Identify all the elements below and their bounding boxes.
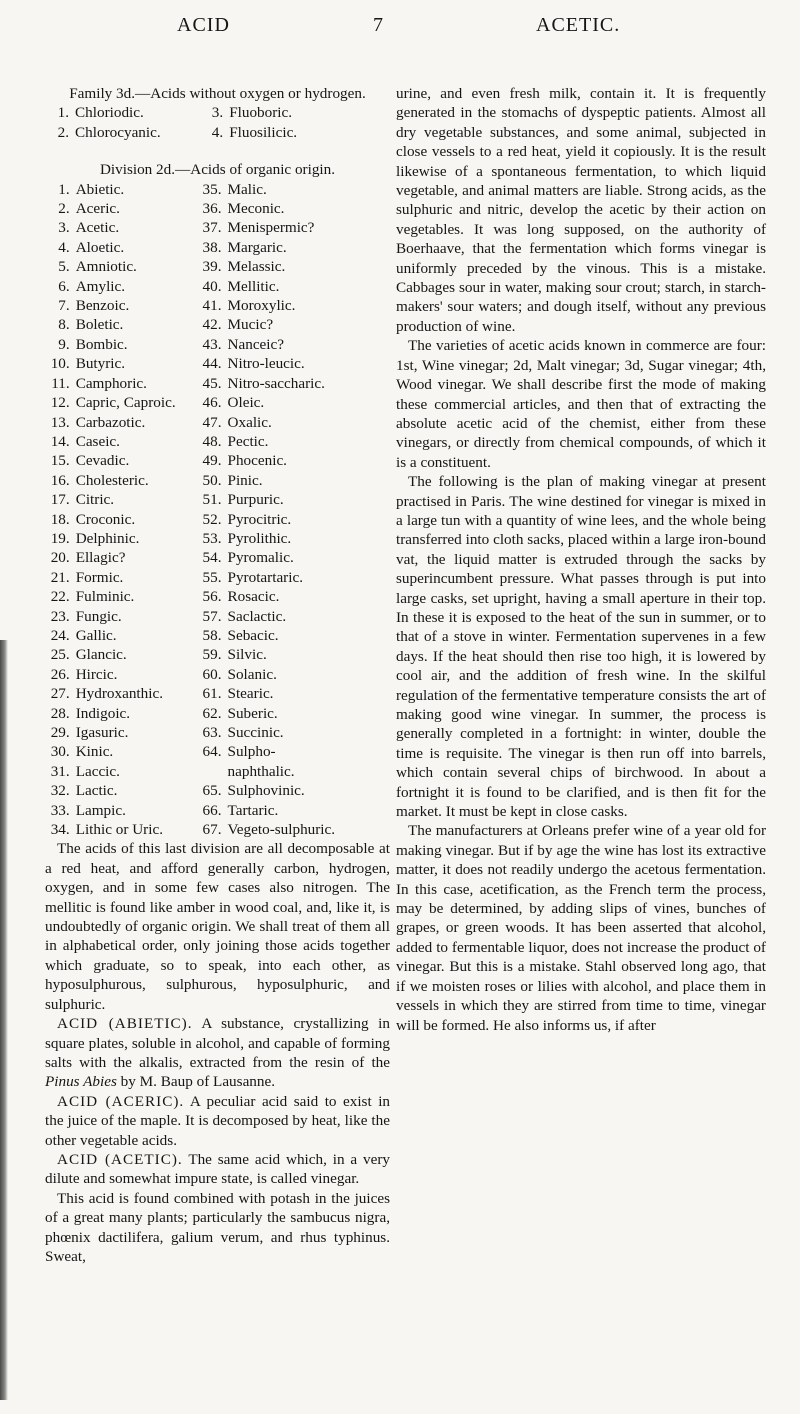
acid-list-row xyxy=(45,103,390,122)
acid-list-row xyxy=(45,723,390,742)
abietic-heading: ACID (ABIETIC). xyxy=(57,1015,193,1033)
acid-list-row xyxy=(45,393,390,412)
acid-name: Aloetic. xyxy=(75,238,125,256)
right-column xyxy=(396,84,766,1035)
acid-name: Nitro-leucic. xyxy=(227,355,305,373)
acid-name: Melassic. xyxy=(227,258,286,276)
acid-name: Purpuric. xyxy=(227,491,284,509)
acid-name: Amniotic. xyxy=(75,258,137,276)
acid-name: Ellagic? xyxy=(75,549,126,567)
acid-name: Lithic or Uric. xyxy=(75,821,163,839)
aceric-heading: ACID (ACERIC). xyxy=(57,1092,185,1110)
item-number: 48. xyxy=(202,432,222,450)
item-number: 5. xyxy=(58,258,70,276)
item-number: 42. xyxy=(202,316,222,334)
item-number: 47. xyxy=(202,413,222,431)
acid-list-row xyxy=(45,432,390,451)
acid-list-row xyxy=(45,451,390,470)
acid-name: Suberic. xyxy=(227,704,278,722)
item-number: 14. xyxy=(50,432,70,450)
header-left: ACID xyxy=(177,14,230,36)
item-number: 50. xyxy=(202,471,222,489)
acid-name: Pectic. xyxy=(227,432,269,450)
item-number: 58. xyxy=(202,626,222,644)
item-number: 2. xyxy=(57,123,70,141)
acid-list-row xyxy=(45,238,390,257)
item-number: 46. xyxy=(202,394,222,412)
acid-name: Sulpho- xyxy=(227,743,276,761)
acid-name: Margaric. xyxy=(227,238,287,256)
acid-list-row xyxy=(45,199,390,218)
item-number xyxy=(197,762,228,781)
acid-name: Indigoic. xyxy=(75,704,131,722)
item-number: 67. xyxy=(202,821,222,839)
item-number: 32. xyxy=(50,782,70,800)
acid-list-row xyxy=(45,123,390,142)
item-number: 39. xyxy=(202,258,222,276)
continued-paragraph: urine, and even fresh milk, contain it. It is frequently generated in the stomachs of dyspeptic patients. Almost all dry vegetable substances, and some animal, subjected in close vessels to a red heat, yield it copiously. It is the result likewise of a spontaneous fermentation, to which liquid vegetable, and animal matters are liable. Strong acids, as the sulphuric and nitric, develop the acetic by their action on vegetables. It was long supposed, on the authority of Boerhaave, that the fermentation which forms vinegar is uniformly preceded by the vinous. This is a mistake. Cabbages sour in water, making sour crout; starch, in starch-makers' sour waters; and dough itself, without any previous production of wine. xyxy=(396,85,766,335)
acid-name: Bombic. xyxy=(75,335,128,353)
item-number: 18. xyxy=(50,510,70,528)
item-number: 51. xyxy=(202,491,222,509)
acid-list-row xyxy=(45,354,390,373)
item-number: 41. xyxy=(202,297,222,315)
item-number: 19. xyxy=(50,529,70,547)
item-number: 43. xyxy=(202,335,222,353)
acid-name: Gallic. xyxy=(75,626,117,644)
division2-title: Division 2d.—Acids of organic origin. xyxy=(99,161,336,179)
acid-name: Amylic. xyxy=(75,277,126,295)
item-number: 36. xyxy=(202,200,222,218)
acid-name: Abietic. xyxy=(75,180,125,198)
item-number: 1. xyxy=(57,104,70,122)
item-number: 45. xyxy=(202,374,222,392)
item-number: 54. xyxy=(202,549,222,567)
acid-name: Glancic. xyxy=(75,646,127,664)
acid-list-row xyxy=(45,529,390,548)
acid-name: Sulphovinic. xyxy=(227,782,305,800)
item-number: 6. xyxy=(58,277,70,295)
acid-name: Camphoric. xyxy=(75,374,147,392)
acid-list-row xyxy=(45,257,390,276)
division-intro-paragraph: The acids of this last division are all decomposable at a red heat, and afford generally carbon, hydrogen, oxygen, and in some few cases also nitrogen. The mellitic is found like amber in wood coal, and, like it, is undoubtedly of organic origin. We shall treat of them all in alphabetical order, only joining those acids together which graduate, so to speak, into each other, as hyposulphurous, sulphurous, hyposulphuric, and sulphuric. xyxy=(45,840,390,1013)
item-number: 11. xyxy=(51,374,70,392)
acid-name: Croconic. xyxy=(75,510,136,528)
acid-list-row xyxy=(45,665,390,684)
item-number: 23. xyxy=(50,607,70,625)
family3-list xyxy=(45,103,390,142)
item-number: 28. xyxy=(50,704,70,722)
acid-name: Chloriodic. xyxy=(75,104,144,122)
acid-name: Rosacic. xyxy=(227,588,280,606)
acid-list-row xyxy=(45,645,390,664)
acid-name: Lampic. xyxy=(75,801,126,819)
acid-name: Hydroxanthic. xyxy=(75,685,163,703)
acid-list-row xyxy=(45,587,390,606)
abietic-body: A substance, crystallizing in square plates, soluble in alcohol, and capable of forming salts with the alkalis, extracted from the resin of the xyxy=(45,1015,391,1071)
item-number: 22. xyxy=(50,588,70,606)
item-number: 17. xyxy=(50,491,70,509)
item-number: 12. xyxy=(50,394,70,412)
acid-list-row xyxy=(45,548,390,567)
acid-list-row xyxy=(45,607,390,626)
acid-name: Fulminic. xyxy=(75,588,135,606)
acid-name: Vegeto-sulphuric. xyxy=(227,821,336,839)
acid-name: Mellitic. xyxy=(227,277,280,295)
acetic-found-paragraph: This acid is found combined with potash in the juices of a great many plants; particularly the sambucus nigra, phœnix dactilifera, galium verum, and rhus typhinus. Sweat, xyxy=(45,1189,390,1265)
item-number: 3. xyxy=(58,219,70,237)
acid-name: Laccic. xyxy=(75,762,120,780)
acid-list-row xyxy=(45,781,390,800)
acid-name: Igasuric. xyxy=(75,724,129,741)
acid-name: Aceric. xyxy=(75,200,120,218)
acid-name: Delphinic. xyxy=(75,529,140,547)
item-number: 20. xyxy=(50,549,70,567)
acid-list-row xyxy=(45,742,390,761)
acid-name: Carbazotic. xyxy=(75,413,146,431)
acid-list-row xyxy=(45,704,390,723)
item-number: 59. xyxy=(202,646,222,664)
item-number: 38. xyxy=(202,238,222,256)
acid-name: Pinic. xyxy=(227,471,263,489)
acid-name: Nitro-saccharic. xyxy=(227,374,325,392)
acid-list-row xyxy=(45,315,390,334)
item-number: 52. xyxy=(202,510,222,528)
acid-name: Phocenic. xyxy=(227,452,287,470)
acid-list-row xyxy=(45,490,390,509)
acid-name: Citric. xyxy=(75,491,115,509)
acid-name: Menispermic? xyxy=(227,219,315,237)
item-number: 30. xyxy=(50,743,70,761)
item-number: 2. xyxy=(58,200,70,218)
item-number: 29. xyxy=(50,724,70,741)
left-column xyxy=(45,84,390,1266)
acid-name: Oleic. xyxy=(227,394,265,412)
acid-list-row xyxy=(45,277,390,296)
item-number: 31. xyxy=(50,762,70,780)
item-number: 66. xyxy=(202,801,222,819)
item-number: 64. xyxy=(202,743,222,761)
acid-name: Sebacic. xyxy=(227,626,279,644)
acid-list-row xyxy=(45,180,390,199)
acid-list-row xyxy=(45,413,390,432)
acid-name: Pyromalic. xyxy=(227,549,294,567)
item-number: 65. xyxy=(202,782,222,800)
acid-name: Cholesteric. xyxy=(75,471,149,489)
acid-name: Saclactic. xyxy=(227,607,287,625)
division2-list xyxy=(45,180,390,840)
acid-name: Solanic. xyxy=(227,665,277,683)
aceric-body: A peculiar acid said to exist in the juice of the maple. It is decomposed by heat, like the other vegetable acids. xyxy=(45,1092,391,1149)
item-number: 16. xyxy=(50,471,70,489)
item-number: 4. xyxy=(58,238,70,256)
acid-list-row xyxy=(45,626,390,645)
item-number: 63. xyxy=(202,724,222,741)
acid-list-row xyxy=(45,762,390,781)
header-right: ACETIC. xyxy=(536,14,621,36)
item-number: 34. xyxy=(50,821,70,839)
item-number: 44. xyxy=(202,355,222,373)
acid-name: Oxalic. xyxy=(227,413,272,431)
abietic-tail: by M. Baup of Lausanne. xyxy=(120,1073,276,1091)
item-number: 37. xyxy=(202,219,222,237)
item-number: 49. xyxy=(202,452,222,470)
item-number: 1. xyxy=(58,180,70,198)
acid-name: Silvic. xyxy=(227,646,267,664)
acid-list-row xyxy=(45,296,390,315)
item-number: 24. xyxy=(50,626,70,644)
acetic-paragraph xyxy=(45,1150,390,1189)
acid-list-row xyxy=(45,471,390,490)
item-number: 4. xyxy=(211,123,224,141)
acid-name: Meconic. xyxy=(227,200,285,218)
acid-name: Malic. xyxy=(227,180,267,198)
acid-list-row xyxy=(45,510,390,529)
family3-title: Family 3d.—Acids without oxygen or hydrogen. xyxy=(69,85,366,102)
varieties-paragraph: The varieties of acetic acids known in commerce are four: 1st, Wine vinegar; 2d, Malt vinegar; 3d, Sugar vinegar; 4th, Wood vinegar. We shall describe first the mode of making these commercial articles, and then that of extracting the absolute acetic acid of the chemist, either from these vinegars, or directly from chemical compounds, of which it is a constituent. xyxy=(396,337,766,471)
item-number: 35. xyxy=(202,180,222,198)
item-number: 53. xyxy=(202,529,222,547)
item-number: 56. xyxy=(202,588,222,606)
acid-name: Succinic. xyxy=(227,724,284,741)
acid-name: Caseic. xyxy=(75,432,120,450)
item-number: 57. xyxy=(202,607,222,625)
acid-name: Fluoboric. xyxy=(229,104,293,122)
item-number: 13. xyxy=(50,413,70,431)
item-number: 3. xyxy=(211,104,224,122)
acid-name: Fungic. xyxy=(75,607,122,625)
item-number: 7. xyxy=(58,297,70,315)
item-number: 40. xyxy=(202,277,222,295)
acid-list-row xyxy=(45,820,390,839)
abietic-paragraph xyxy=(45,1014,390,1092)
acid-name: Mucic? xyxy=(227,316,274,334)
acid-name: Acetic. xyxy=(75,219,120,237)
acid-name: Benzoic. xyxy=(75,297,130,315)
acid-name: Pyrolithic. xyxy=(227,529,292,547)
item-number: 9. xyxy=(58,335,70,353)
page-binding-shadow xyxy=(0,640,8,1400)
acid-list-row xyxy=(45,218,390,237)
page-number: 7 xyxy=(373,14,384,36)
item-number: 8. xyxy=(58,316,70,334)
acid-name: Fluosilicic. xyxy=(229,123,298,141)
acid-name: Cevadic. xyxy=(75,452,130,470)
aceric-paragraph xyxy=(45,1092,390,1150)
item-number: 15. xyxy=(50,452,70,470)
acid-name: Tartaric. xyxy=(227,801,279,819)
acid-name: Lactic. xyxy=(75,782,118,800)
item-number: 33. xyxy=(50,801,70,819)
item-number: 27. xyxy=(50,685,70,703)
acid-name: Moroxylic. xyxy=(227,297,296,315)
orleans-paragraph: The manufacturers at Orleans prefer wine of a year old for making vinegar. But if by age the wine has lost its extractive matter, it does not readily undergo the acetous fermentation. In this case, acetification, as the French term the process, may be determined, by adding slips of vines, bunches of grapes, or green woods. It has been asserted that alcohol, added to fermentable liquor, does not increase the product of vinegar. But this is a mistake. Stahl observed long ago, that if we moisten roses or lilies with alcohol, and place them in vessels in which they are stirred from time to time, vinegar will be formed. He also informs us, if after xyxy=(396,822,766,1034)
acid-name: Pyrocitric. xyxy=(227,510,292,528)
item-number: 61. xyxy=(202,685,222,703)
abietic-species: Pinus Abies xyxy=(45,1073,117,1091)
running-header xyxy=(0,14,800,44)
acid-name: Nanceic? xyxy=(227,335,285,353)
item-number: 60. xyxy=(202,665,222,683)
acid-name: naphthalic. xyxy=(227,762,295,780)
acetic-heading: ACID (ACETIC). xyxy=(57,1150,183,1168)
acid-name: Capric, Caproic. xyxy=(75,394,176,412)
acid-name: Pyrotartaric. xyxy=(227,568,304,586)
item-number: 10. xyxy=(50,355,70,373)
acid-name: Kinic. xyxy=(75,743,114,761)
acid-list-row xyxy=(45,568,390,587)
acid-name: Chlorocyanic. xyxy=(75,123,161,141)
item-number: 26. xyxy=(50,665,70,683)
acid-name: Hircic. xyxy=(75,665,118,683)
item-number: 55. xyxy=(202,568,222,586)
acid-name: Boletic. xyxy=(75,316,124,334)
paris-method-paragraph: The following is the plan of making vinegar at present practised in Paris. The wine destined for vinegar is mixed in a large tun with a quantity of wine lees, and the whole being transferred into cloth sacks, placed within a large iron-bound vat, the liquid matter is extruded through the sacks by superincumbent pressure. What passes through is put into large casks, set upright, having a small aperture in their top. In these it is exposed to the heat of the sun in summer, or to that of a stove in winter. Fermentation supervenes in a few days. If the heat should then rise too high, it is lowered by cool air, and the addition of fresh wine. In the skilful regulation of the fermentative temperature consists the art of making good wine vinegar. In summer, the process is generally completed in a fortnight: in winter, double the time is requisite. The vinegar is then run off into barrels, which contain several chips of birchwood. In about a fortnight it is found to be clarified, and is then fit for the market. It must be kept in close casks. xyxy=(396,473,766,821)
acid-name: Formic. xyxy=(75,568,124,586)
acid-list-row xyxy=(45,684,390,703)
item-number: 62. xyxy=(202,704,222,722)
acid-list-row xyxy=(45,374,390,393)
acid-list-row xyxy=(45,335,390,354)
acid-list-row xyxy=(45,801,390,820)
acetic-body: The same acid which, in a very dilute and somewhat impure state, is called vinegar. xyxy=(45,1150,390,1188)
acid-name: Stearic. xyxy=(227,685,274,703)
item-number: 25. xyxy=(50,646,70,664)
acid-name: Butyric. xyxy=(75,355,126,373)
item-number: 21. xyxy=(50,568,70,586)
